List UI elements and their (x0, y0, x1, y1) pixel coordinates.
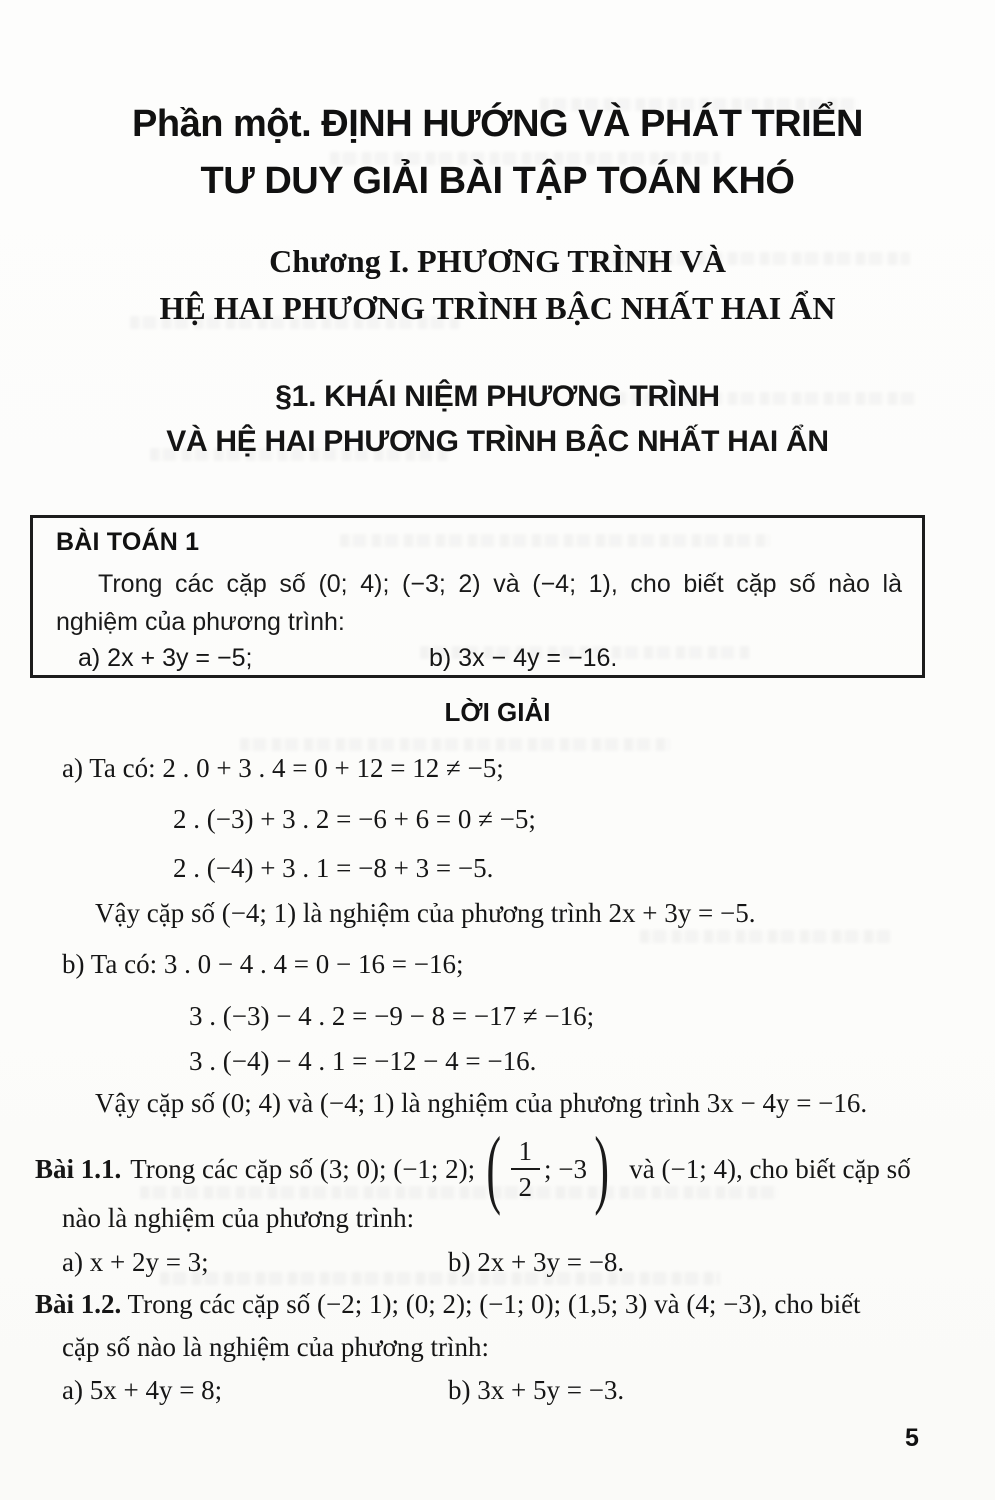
solution-conclusion-a: Vậy cặp số (−4; 1) là nghiệm của phương trình 2x + 3y = −5. (95, 898, 756, 928)
problem-equation-b: b) 3x − 4y = −16. (429, 644, 618, 672)
problem-statement-line-1: Trong các cặp số (0; 4); (−3; 2) và (−4; 1), cho biết cặp số nào là (98, 570, 902, 598)
fraction-denominator: 2 (518, 1172, 532, 1202)
fraction-one-half (511, 1137, 541, 1202)
problem-box-heading: BÀI TOÁN 1 (56, 528, 200, 556)
problem-equation-a: a) 2x + 3y = −5; (78, 644, 253, 672)
chapter-title-line-2: HỆ HAI PHƯƠNG TRÌNH BẬC NHẤT HAI ẨN (159, 290, 836, 326)
part-title (0, 96, 995, 210)
chapter-title-line-1: Chương I. PHƯƠNG TRÌNH VÀ (269, 243, 726, 279)
bleed-through-artifact (640, 930, 890, 943)
solution-line: b) Ta có: 3 . 0 − 4 . 4 = 0 − 16 = −16; (62, 949, 464, 979)
exercise-1-1-equation-a: a) x + 2y = 3; (62, 1247, 209, 1277)
section-title (0, 374, 995, 464)
chapter-title (0, 238, 995, 332)
exercise-1-1-intro-line-2: nào là nghiệm của phương trình: (62, 1203, 415, 1233)
section-title-line-1: §1. KHÁI NIỆM PHƯƠNG TRÌNH (275, 380, 720, 413)
fraction-numerator: 1 (511, 1137, 541, 1170)
exercise-1-1-intro-before-fraction: Trong các cặp số (3; 0); (−1; 2); (130, 1153, 476, 1184)
page-number: 5 (905, 1424, 919, 1452)
open-paren: ( (486, 1120, 502, 1218)
exercise-1-1-intro-after-fraction: và (−1; 4), cho biết cặp số (629, 1153, 911, 1184)
solution-conclusion-b: Vậy cặp số (0; 4) và (−4; 1) là nghiệm của phương trình 3x − 4y = −16. (95, 1088, 868, 1118)
solution-line: a) Ta có: 2 . 0 + 3 . 4 = 0 + 12 = 12 ≠ −5; (62, 753, 504, 783)
problem-box (30, 515, 925, 678)
solution-line: 3 . (−3) − 4 . 2 = −9 − 8 = −17 ≠ −16; (189, 1001, 595, 1031)
part-title-line-2: TƯ DUY GIẢI BÀI TẬP TOÁN KHÓ (200, 160, 795, 202)
bleed-through-artifact (240, 738, 670, 751)
solution-line: 2 . (−4) + 3 . 1 = −8 + 3 = −5. (173, 853, 494, 883)
exercise-1-2-label: Bài 1.2. (35, 1289, 122, 1319)
bleed-through-artifact (160, 1272, 720, 1285)
close-paren: ) (594, 1120, 609, 1218)
exercise-1-1-equation-b: b) 2x + 3y = −8. (448, 1247, 625, 1277)
solution-heading: LỜI GIẢI (444, 697, 551, 727)
exercise-1-2-equation-a: a) 5x + 4y = 8; (62, 1375, 223, 1405)
exercise-1-2-intro-text: Trong các cặp số (−2; 1); (0; 2); (−1; 0); (1,5; 3) và (4; −3), cho biết (127, 1289, 861, 1319)
exercise-1-2-equation-b: b) 3x + 5y = −3. (448, 1375, 625, 1405)
exercise-1-1-label: Bài 1.1. (35, 1153, 122, 1184)
solution-line: 3 . (−4) − 4 . 1 = −12 − 4 = −16. (189, 1046, 537, 1076)
problem-statement-line-2: nghiệm của phương trình: (56, 608, 345, 636)
fraction-pair-second-value: ; −3 (544, 1153, 587, 1184)
fraction-pair (479, 1120, 616, 1218)
exercise-1-2-intro-line-2: cặp số nào là nghiệm của phương trình: (62, 1332, 490, 1362)
section-title-line-2: VÀ HỆ HAI PHƯƠNG TRÌNH BẬC NHẤT HAI ẨN (166, 425, 829, 458)
exercise-1-2-intro-line-1 (35, 1289, 861, 1320)
solution-line: 2 . (−3) + 3 . 2 = −6 + 6 = 0 ≠ −5; (173, 804, 536, 834)
part-title-line-1: Phần một. ĐỊNH HƯỚNG VÀ PHÁT TRIỂN (132, 103, 863, 145)
